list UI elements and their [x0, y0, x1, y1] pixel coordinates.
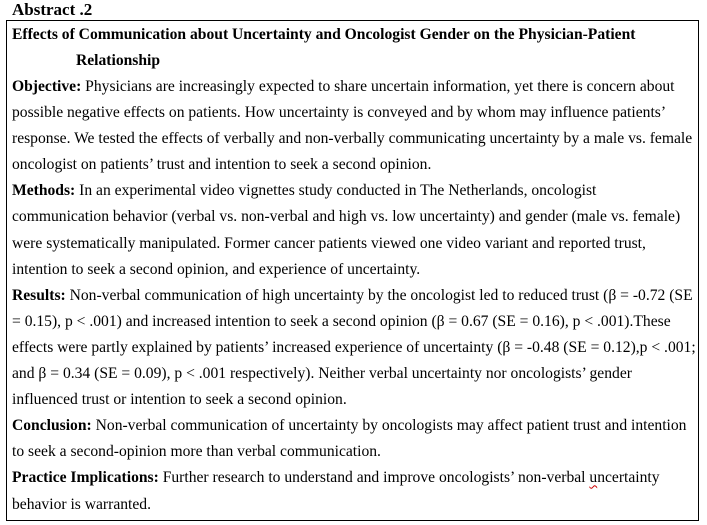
- practice-label: Practice Implications:: [12, 469, 159, 487]
- objective-label: Objective:: [12, 78, 82, 95]
- methods-paragraph: [12, 178, 696, 282]
- methods-label: Methods:: [12, 182, 76, 200]
- methods-text: In an experimental video vignettes study conducted in The Netherlands, oncologist communication behavior (verbal vs. non-verbal and high vs. low uncertainty) and gender (male vs. female) were systematically manipulated. Former cancer patients viewed one video variant and reported trust, intention to seek a second opinion, and experience of uncertainty.: [12, 182, 681, 278]
- abstract-body: [12, 74, 696, 518]
- practice-text: Further research to understand and improve oncologists’ non-verbal: [158, 469, 590, 487]
- conclusion-label: Conclusion:: [12, 417, 92, 435]
- spellcheck-marked-letter: u: [589, 469, 598, 487]
- title-line-2: Relationship: [76, 52, 161, 69]
- title-line-1: Effects of Communication about Uncertainty and Oncologist Gender on the Physician-Patient: [12, 26, 636, 43]
- results-text: Non-verbal communication of high uncertainty by the oncologist led to reduced trust (β = -0.72 (SE = 0.15), p < .001) and increased intention to seek a second opinion (β = 0.67 (SE = 0.16), p < .001).These effects were partly explained by patients’ increased experience of uncertainty (β = -0.48 (SE = 0.12),p < .001; and β = 0.34 (SE = 0.09), p < .001 respectively). Neither verbal uncertainty nor oncologists’ gender influenced trust or intention to seek a second opinion.: [12, 286, 696, 409]
- results-label: Results:: [12, 286, 66, 304]
- results-paragraph: [12, 283, 696, 413]
- conclusion-paragraph: [12, 413, 696, 465]
- abstract-title: [12, 22, 694, 74]
- abstract-box: [6, 20, 699, 521]
- practice-text-end: ncertainty behavior is warranted.: [12, 469, 660, 513]
- practice-paragraph: [12, 465, 696, 517]
- objective-text: Physicians are increasingly expected to share uncertain information, yet there is concern about possible negative effects on patients. How uncertainty is conveyed and by whom may influence patients’ response. We tested the effects of verbally and non-verbally communicating uncertainty by a male vs. female oncologist on patients’ trust and intention to seek a second opinion.: [12, 78, 693, 174]
- objective-paragraph: [12, 74, 696, 178]
- abstract-heading: Abstract .2: [12, 0, 93, 19]
- conclusion-text: Non-verbal communication of uncertainty by oncologists may affect patient trust and intention to seek a second-opinion more than verbal communication.: [12, 417, 687, 461]
